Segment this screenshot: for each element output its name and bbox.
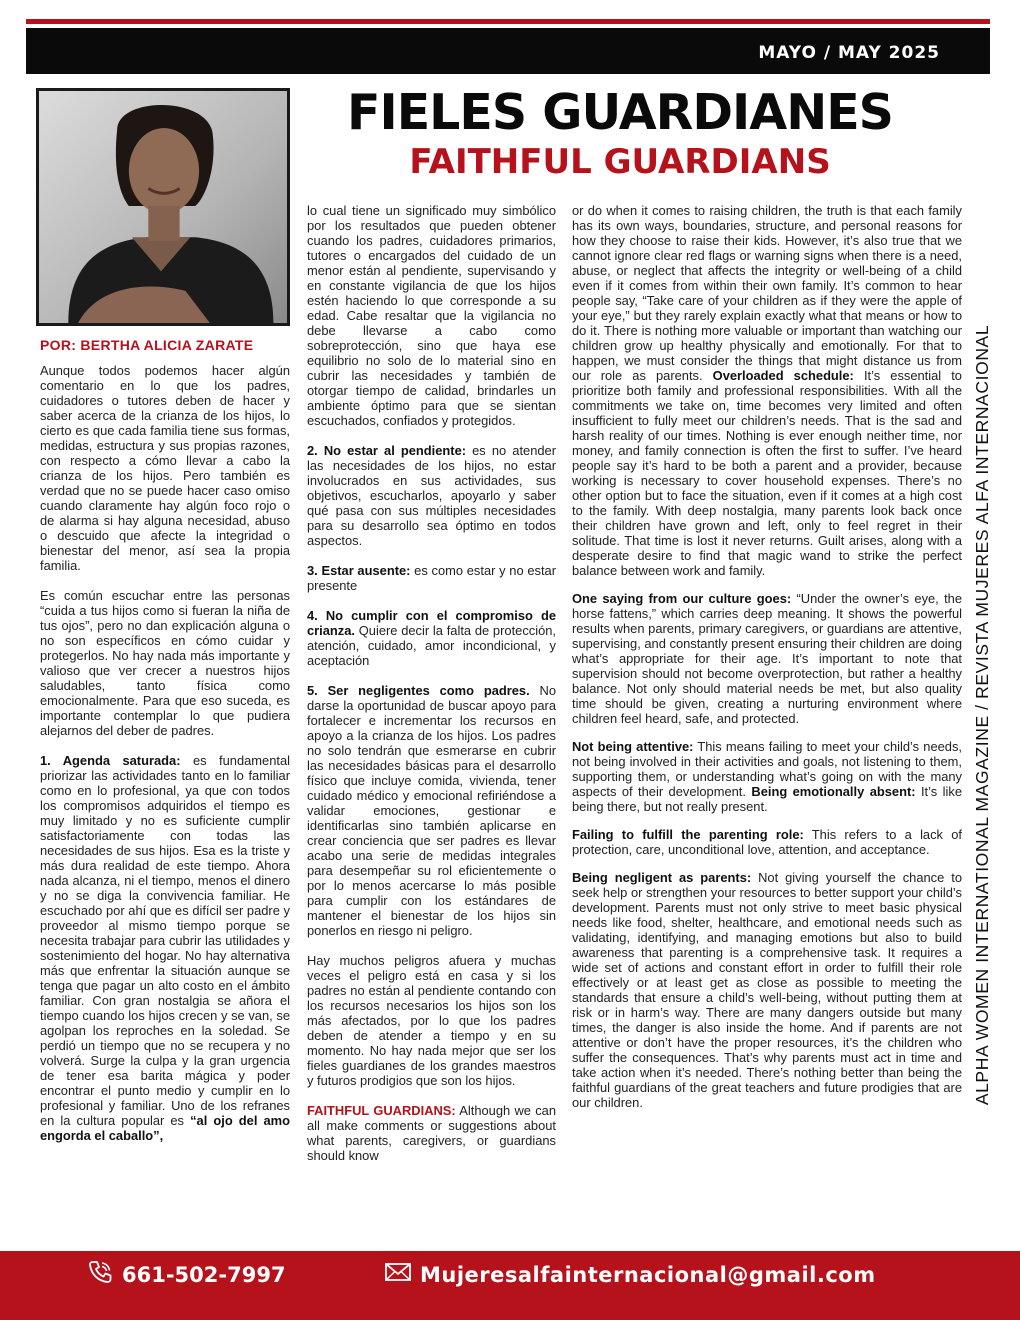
article-column-3 — [572, 203, 962, 1243]
top-red-rule — [26, 19, 990, 24]
paragraph: One saying from our culture goes: “Under the owner’s eye, the horse fattens,” which carries deep meaning. It shows the powerful results when parents, primary caregivers, or guardians are attentive, supervising, and constantly present ensuring their children are doing what’s appropriate for their age. It’s important to note that supervision should not become overprotection, but rather a healthy balance. Not only should material needs be met, but also quality time should be given, creating a nurturing environment where children feel heard, safe, and protected. — [572, 591, 962, 726]
paragraph: 2. No estar al pendiente: es no atender las necesidades de los hijos, no estar involucrados en sus actividades, sus objetivos, escucharlos, apoyarlo y saber qué pasa con sus múltiples necesidades para su desarrollo sea óptimo en todos aspectos. — [307, 443, 556, 548]
paragraph: Aunque todos podemos hacer algún comentario en lo que los padres, cuidadores o tutores deben de hacer y saber acerca de la crianza de los hijos, lo cierto es que cada familia tiene sus formas, medidas, estructura y sus propias razones, con respecto a cómo llevar a cabo la crianza de los hijos. Pero también es verdad que no se puede hacer caso omiso cuando claramente hay algún foco rojo o de alarma si hay alguna necesidad, abuso o descuido que afecte la integridad o bienestar del menor, así sea la propia familia. — [40, 363, 290, 573]
paragraph-heading: One saying from our culture goes: — [572, 591, 792, 606]
article-column-2 — [307, 203, 556, 1251]
article-column-1 — [40, 363, 290, 1251]
quoted-saying: “al ojo del amo engorda el caballo”, — [40, 1113, 290, 1143]
author-portrait-image — [39, 91, 287, 323]
author-photo — [36, 88, 290, 326]
paragraph-heading: Not being attentive: — [572, 739, 694, 754]
headline-english: FAITHFUL GUARDIANS — [409, 142, 831, 182]
paragraph: or do when it comes to raising children, the truth is that each family has its own ways, boundaries, structure, and personal reasons for how they choose to raise their kids. However, it’s also true that we cannot ignore clear red flags or warning signs when there is a need, abuse, or neglect that affects the integrity or well-being of a child even if it comes from within their own family. It’s common to hear people say, “Take care of your children as if they were the apple of your eye,” but they rarely explain exactly what that means or how to do it. There is nothing more valuable or important than watching our children grow up healthy physically and emotionally. For that to happen, we must consider the things that might distance us from our role as parents. Overloaded schedule: It’s essential to prioritize both family and professional responsibilities. With all the commitments we take on, time becomes very limited and often insufficient to fully meet our children’s needs. That is the sad and harsh reality of our times. Nothing is ever enough neither time, nor money, and family connection is often the first to suffer. I’ve heard people say it’s hard to be both a parent and a provider, because working is necessary to cover household expenses. There’s no other option but to face the situation, even if it comes at a high cost to the family. With deep nostalgia, many parents look back once their children have grown and left, only to feel regret in their solitude. That time is lost it never returns. Guilt arises, along with a desperate desire to find that magic wand to strike the perfect balance between work and family. — [572, 203, 962, 578]
email-address: Mujeresalfainternacional@gmail.com — [420, 1262, 876, 1287]
paragraph: Being negligent as parents: Not giving yourself the chance to seek help or strengthen your resources to better support your child’s development. Parents must not only strive to meet basic physical needs like food, shelter, healthcare, and emotional needs such as validating, identifying, and managing emotions but also to build awareness that parenting is a comprehensive task. It requires a wide set of actions and constant effort in order to fulfill their role effectively or at least get as close as possible to meeting the standards that ensure a child’s well-being, without putting them at risk or in harm’s way. There are many dangers outside but many times, the danger is also inside the home. And if parents are not attentive or don’t have the proper resources, it’s the children who suffer the consequences. That’s why parents must act in time and take action when it’s needed. There’s nothing better than being the faithful guardians of the great teachers and future prodigies that are our children. — [572, 870, 962, 1110]
footer-phone[interactable] — [86, 1259, 286, 1290]
paragraph: Failing to fulfill the parenting role: This refers to a lack of protection, care, unconditional love, attention, and acceptance. — [572, 827, 962, 857]
magazine-side-label: ALPHA WOMEN INTERNATIONAL MAGAZINE / REVISTA MUJERES ALFA INTERNACIONAL — [972, 324, 992, 1106]
paragraph-heading: Overloaded schedule: — [712, 368, 854, 383]
paragraph: Es común escuchar entre las personas “cuida a tus hijos como si fueran la niña de tus ojos”, pero no dan explicación alguna o no son específicos en cómo cuidar y protegerlos. No hay nada más importante y valioso que ver crecer a nuestros hijos saludables, tanto física como emocionalmente. Para que eso suceda, es importante contemplar lo que pudiera alejarnos del deber de padres. — [40, 588, 290, 738]
paragraph: FAITHFUL GUARDIANS: Although we can all make comments or suggestions about what parents, caregivers, or guardians should know — [307, 1103, 556, 1163]
paragraph-heading: 4. No cumplir con el compromiso de crianza. — [307, 608, 556, 638]
paragraph: 4. No cumplir con el compromiso de crianza. Quiere decir la falta de protección, atención, cuidado, amor incondicional, y aceptación — [307, 608, 556, 668]
footer-email[interactable] — [384, 1259, 876, 1290]
phone-icon — [86, 1259, 114, 1290]
paragraph-heading: 1. Agenda saturada: — [40, 753, 181, 768]
phone-number: 661-502-7997 — [122, 1262, 286, 1287]
author-byline: POR: BERTHA ALICIA ZARATE — [40, 337, 254, 353]
issue-date: MAYO / MAY 2025 — [758, 43, 940, 63]
paragraph: 5. Ser negligentes como padres. No darse la oportunidad de buscar apoyo para fortalecer e incrementar los recursos en apoyo a la crianza de los hijos. Los padres no solo tendrán que esmerarse en cubrir las necesidades básicas para el desarrollo físico que incluye comida, vivienda, tener cuidado médico y emocional refiriéndose a validar emociones, gestionar e identificarlas sino también aplicarse en crear conciencia que ser padres es llevar acabo una serie de medidas integrales para desempeñar su rol eficientemente o por lo menos acercarse lo más posible para cumplir con los estándares de mantener el bienestar de los hijos sin ponerlos en riesgo ni peligro. — [307, 683, 556, 938]
paragraph: Not being attentive: This means failing to meet your child’s needs, not being involved in their activities and goals, not listening to them, supporting them, or understanding what’s going on with the many aspects of their development. Being emotionally absent: It’s like being there, but not really present. — [572, 739, 962, 814]
paragraph-heading: Failing to fulfill the parenting role: — [572, 827, 804, 842]
paragraph: Hay muchos peligros afuera y muchas veces el peligro está en casa y si los padres no están al pendiente contando con los recursos necesarios los hijos son los más afectados, por lo que los padres deben de atender a tiempo y en su momento. No hay nada mejor que ser los fieles guardianes de los grandes maestros y futuros prodigios que son los hijos. — [307, 953, 556, 1088]
paragraph: lo cual tiene un significado muy simbólico por los resultados que pueden obtener cuando los padres, cuidadores primarios, tutores o encargados del cuidado de un menor están al pendiente, supervisando y en constante vigilancia de que los hijos estén haciendo lo que corresponde a su edad. Cabe resaltar que la vigilancia no debe llevarse a cabo como sobreprotección, sino que haya ese equilibrio no solo de lo material sino en cubrir las necesidades y también de otorgar tiempo de calidad, brindarles un ambiente óptimo para que se sientan escuchados, confiados y protegidos. — [307, 203, 556, 428]
paragraph: 3. Estar ausente: es como estar y no estar presente — [307, 563, 556, 593]
paragraph: 1. Agenda saturada: es fundamental priorizar las actividades tanto en lo familiar como en lo profesional, ya que con todos los compromisos adquiridos el tiempo es muy limitado y no es suficiente cumplir satisfactoriamente con todas las necesidades de sus hijos. Esa es la triste y más dura realidad de este tiempo. Ahora nada alcanza, ni el tiempo, menos el dinero y no se diga la convivencia familiar. He escuchado por ahí que es difícil ser padre y proveedor al mismo tiempo porque se necesita trabajar para cubrir las utilidades y sostenimiento del hogar. No hay alternativa más que enfrentar la situación aunque se tenga que pagar un alto costo en el ámbito familiar. Con gran nostalgia se añora el tiempo cuando los hijos crecen y se van, se agolpan los reproches en la soledad. Se perdió un tiempo que no se recupera y no volverá. Surge la culpa y la gran urgencia de tener esa barita mágica y poder encontrar el punto medio y cumplir en lo profesional y familiar. Uno de los refranes en la cultura popular es “al ojo del amo engorda el caballo”, — [40, 753, 290, 1143]
paragraph-heading: Being emotionally absent: — [751, 784, 916, 799]
paragraph-heading: 3. Estar ausente: — [307, 563, 411, 578]
email-icon — [384, 1259, 412, 1290]
paragraph-heading: 2. No estar al pendiente: — [307, 443, 467, 458]
paragraph-heading: 5. Ser negligentes como padres. — [307, 683, 530, 698]
paragraph-heading: Being negligent as parents: — [572, 870, 752, 885]
english-section-heading: FAITHFUL GUARDIANS: — [307, 1103, 456, 1118]
headline-spanish: FIELES GUARDIANES — [347, 84, 893, 141]
